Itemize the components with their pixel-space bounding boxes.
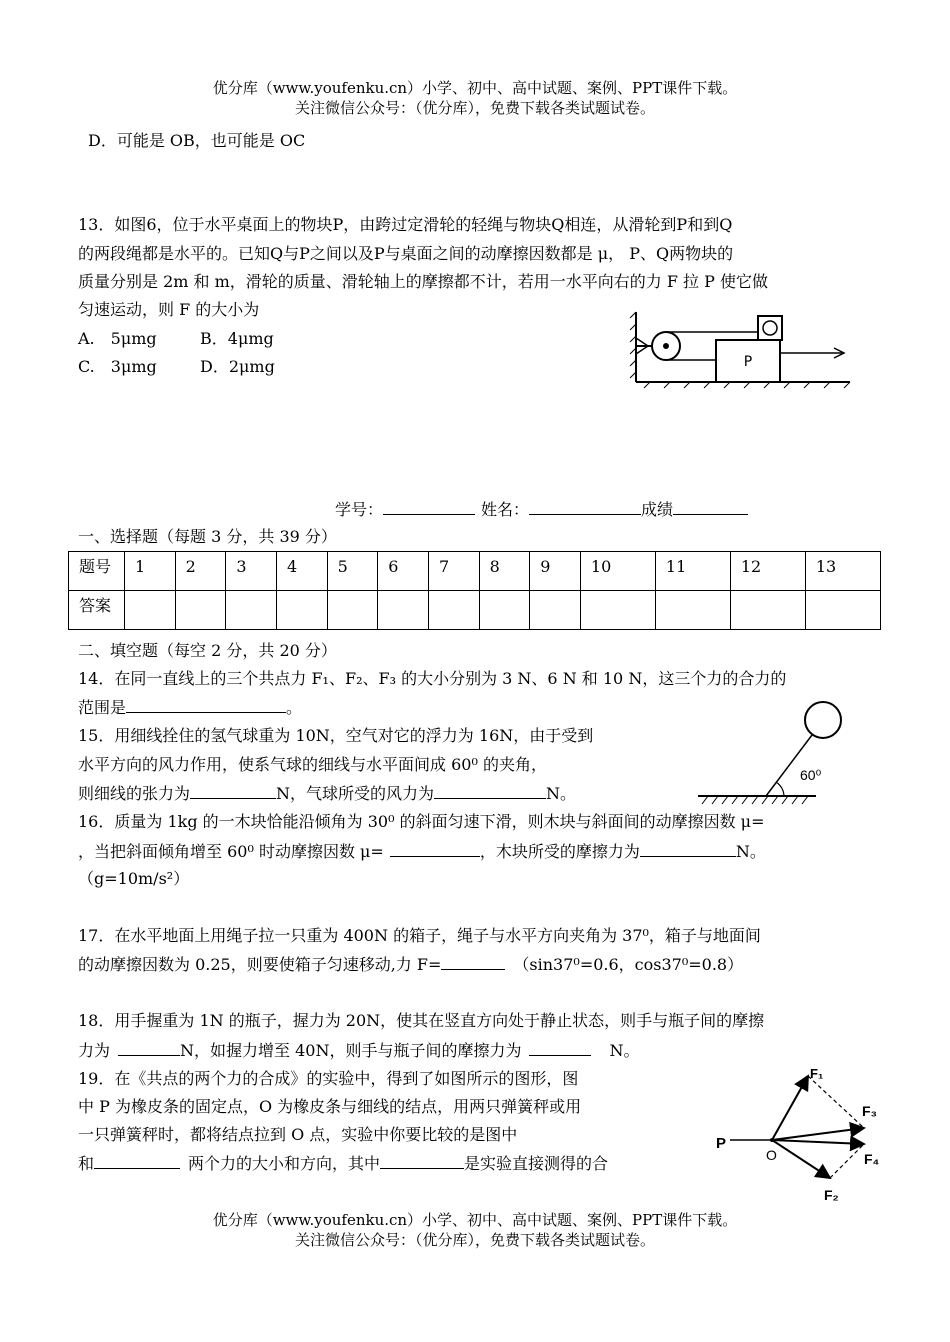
q14-line-1: 14．在同一直线上的三个共点力 F₁、F₂、F₃ 的大小分别为 3 N、6 N 和 10 N，这三个力的合力的 [78, 669, 787, 688]
q14-line-2-suffix: 。 [286, 698, 303, 717]
question-number-cell: 5 [327, 552, 378, 591]
q19-label-f4: F₄ [864, 1151, 880, 1167]
q16-line-2-suffix: N。 [735, 842, 766, 861]
score-label: 成绩 [641, 500, 674, 519]
q14-answer-blank[interactable] [126, 696, 286, 713]
question-number-cell: 10 [580, 552, 655, 591]
answer-cell[interactable] [428, 591, 479, 630]
q19-label-p: P [716, 1135, 727, 1152]
q17-force-blank[interactable] [441, 953, 505, 970]
answer-cell[interactable] [125, 591, 176, 630]
q13-line-4: 匀速运动，则 F 的大小为 [78, 300, 260, 319]
student-id-label: 学号： [335, 500, 384, 519]
student-id-field[interactable] [383, 498, 475, 515]
q18-line-2 [78, 1039, 639, 1062]
question-number-cell: 11 [655, 552, 730, 591]
question-number-cell: 13 [805, 552, 880, 591]
q16-line-3: （g=10m/s²） [78, 869, 190, 888]
q14-line-2 [78, 696, 302, 719]
q19-label-o: O [766, 1147, 777, 1163]
answer-table-number-row [69, 552, 881, 591]
q19-line-1: 19．在《共点的两个力的合成》的实验中，得到了如图所示的图形，图 [78, 1069, 579, 1088]
q15-line-2: 水平方向的风力作用，使系气球的细线与水平面间成 60⁰ 的夹角， [78, 755, 547, 774]
q18-line-2-mid: N，如握力增至 40N，则手与瓶子间的摩擦力为 [180, 1041, 522, 1060]
row-header-answer: 答案 [69, 591, 125, 630]
answer-cell[interactable] [327, 591, 378, 630]
q12-option-d: D．可能是 OB，也可能是 OC [88, 131, 306, 150]
student-name-field[interactable] [529, 498, 641, 515]
footer-line-1: 优分库（www.youfenku.cn）小学、初中、高中试题、案例、PPT课件下载。 [212, 1211, 738, 1229]
q15-wind-force-blank[interactable] [434, 782, 546, 799]
answer-cell[interactable] [580, 591, 655, 630]
question-number-cell: 3 [226, 552, 277, 591]
q19-label-f3: F₃ [862, 1103, 878, 1119]
q13-option-b: B．4μmg [200, 329, 274, 348]
answer-cell[interactable] [226, 591, 277, 630]
q19-line-4-prefix: 和 [78, 1154, 95, 1173]
q16-line-2 [78, 840, 766, 863]
q15-line-3-suffix: N。 [546, 784, 577, 803]
q19-label-f2: F₂ [824, 1187, 839, 1203]
student-info-row [335, 498, 748, 521]
answer-table [68, 551, 881, 630]
q19-line-4 [78, 1152, 608, 1175]
q15-balloon-figure [698, 700, 878, 806]
q16-mu-blank[interactable] [390, 840, 480, 857]
q13-option-d: D．2μmg [200, 357, 275, 376]
q19-label-f1: F₁ [810, 1066, 824, 1081]
q17-line-2-prefix: 的动摩擦因数为 0.25，则要使箱子匀速移动,力 F= [78, 955, 442, 974]
q17-line-2-suffix: （sin37⁰=0.6，cos37⁰=0.8） [513, 955, 744, 974]
answer-cell[interactable] [175, 591, 226, 630]
q18-friction-blank-2[interactable] [529, 1039, 591, 1056]
q18-line-1: 18．用手握重为 1N 的瓶子，握力为 20N，使其在竖直方向处于静止状态，则手与瓶子间的摩擦 [78, 1011, 765, 1030]
question-number-cell: 12 [730, 552, 805, 591]
q15-line-3 [78, 782, 576, 805]
q18-friction-blank-1[interactable] [118, 1039, 180, 1056]
q16-friction-blank[interactable] [640, 840, 736, 857]
question-number-cell: 4 [276, 552, 327, 591]
q15-line-3-mid: N，气球所受的风力为 [276, 784, 435, 803]
q13-line-3: 质量分别是 2m 和 m，滑轮的质量、滑轮轴上的摩擦都不计，若用一水平向右的力 F 拉 P 使它做 [78, 272, 768, 291]
answer-cell[interactable] [730, 591, 805, 630]
q17-line-2 [78, 953, 743, 976]
block-p-label: P [743, 354, 753, 370]
answer-cell[interactable] [479, 591, 530, 630]
question-number-cell: 2 [175, 552, 226, 591]
footer-line-2: 关注微信公众号：（优分库），免费下载各类试题试卷。 [294, 1231, 655, 1249]
question-number-cell: 9 [530, 552, 581, 591]
q19-blank-1[interactable] [94, 1152, 180, 1169]
q14-line-2-prefix: 范围是 [78, 698, 127, 717]
q19-line-4-suffix: 是实验直接测得的合 [464, 1154, 609, 1173]
q15-tension-blank[interactable] [190, 782, 276, 799]
q19-blank-2[interactable] [380, 1152, 464, 1169]
q19-line-4-mid: 两个力的大小和方向，其中 [188, 1154, 381, 1173]
header-line-1: 优分库（www.youfenku.cn）小学、初中、高中试题、案例、PPT课件下载。 [212, 79, 738, 97]
answer-cell[interactable] [276, 591, 327, 630]
section-1-title: 一、选择题（每题 3 分，共 39 分） [78, 527, 337, 546]
q15-angle-label: 60⁰ [800, 767, 822, 783]
q16-line-2-prefix: ，当把斜面倾角增至 60⁰ 时动摩擦因数 μ= [78, 842, 384, 861]
q13-option-c: C. 3μmg [78, 357, 157, 376]
question-number-cell: 6 [378, 552, 429, 591]
q19-line-2: 中 P 为橡皮条的固定点，O 为橡皮条与细线的结点，用两只弹簧秤或用 [78, 1097, 582, 1116]
q19-line-3: 一只弹簧秤时，都将结点拉到 O 点，实验中你要比较的是图中 [78, 1125, 518, 1144]
score-field[interactable] [673, 498, 748, 515]
answer-table-answer-row [69, 591, 881, 630]
q15-line-3-prefix: 则细线的张力为 [78, 784, 191, 803]
answer-cell[interactable] [805, 591, 880, 630]
row-header-number: 题号 [69, 552, 125, 591]
q17-line-1: 17．在水平地面上用绳子拉一只重为 400N 的箱子，绳子与水平方向夹角为 37⁰，箱子与地面间 [78, 926, 761, 945]
header-line-2: 关注微信公众号：（优分库），免费下载各类试题试卷。 [294, 99, 655, 117]
q18-line-2-prefix: 力为 [78, 1041, 111, 1060]
question-number-cell: 1 [125, 552, 176, 591]
student-name-label: 姓名： [481, 500, 530, 519]
q13-line-1: 13．如图6，位于水平桌面上的物块P，由跨过定滑轮的轻绳与物块Q相连，从滑轮到P和到Q [78, 215, 733, 234]
answer-cell[interactable] [655, 591, 730, 630]
q13-option-a: A. 5μmg [78, 329, 157, 348]
q15-line-1: 15．用细线拴住的氢气球重为 10N，空气对它的浮力为 16N，由于受到 [78, 726, 594, 745]
q16-line-2-mid: ，木块所受的摩擦力为 [479, 842, 640, 861]
q16-line-1: 16．质量为 1kg 的一木块恰能沿倾角为 30⁰ 的斜面匀速下滑，则木块与斜面间的动摩擦因数 μ= [78, 812, 765, 831]
answer-cell[interactable] [530, 591, 581, 630]
answer-cell[interactable] [378, 591, 429, 630]
q18-line-2-suffix: N。 [609, 1041, 640, 1060]
question-number-cell: 7 [428, 552, 479, 591]
section-2-title: 二、填空题（每空 2 分，共 20 分） [78, 641, 337, 660]
q13-line-2: 的两段绳都是水平的。已知Q与P之间以及P与桌面之间的动摩擦因数都是 μ， P、Q两物块的 [78, 244, 734, 263]
q19-force-figure [712, 1064, 892, 1206]
q13-pulley-figure [630, 308, 855, 388]
question-number-cell: 8 [479, 552, 530, 591]
